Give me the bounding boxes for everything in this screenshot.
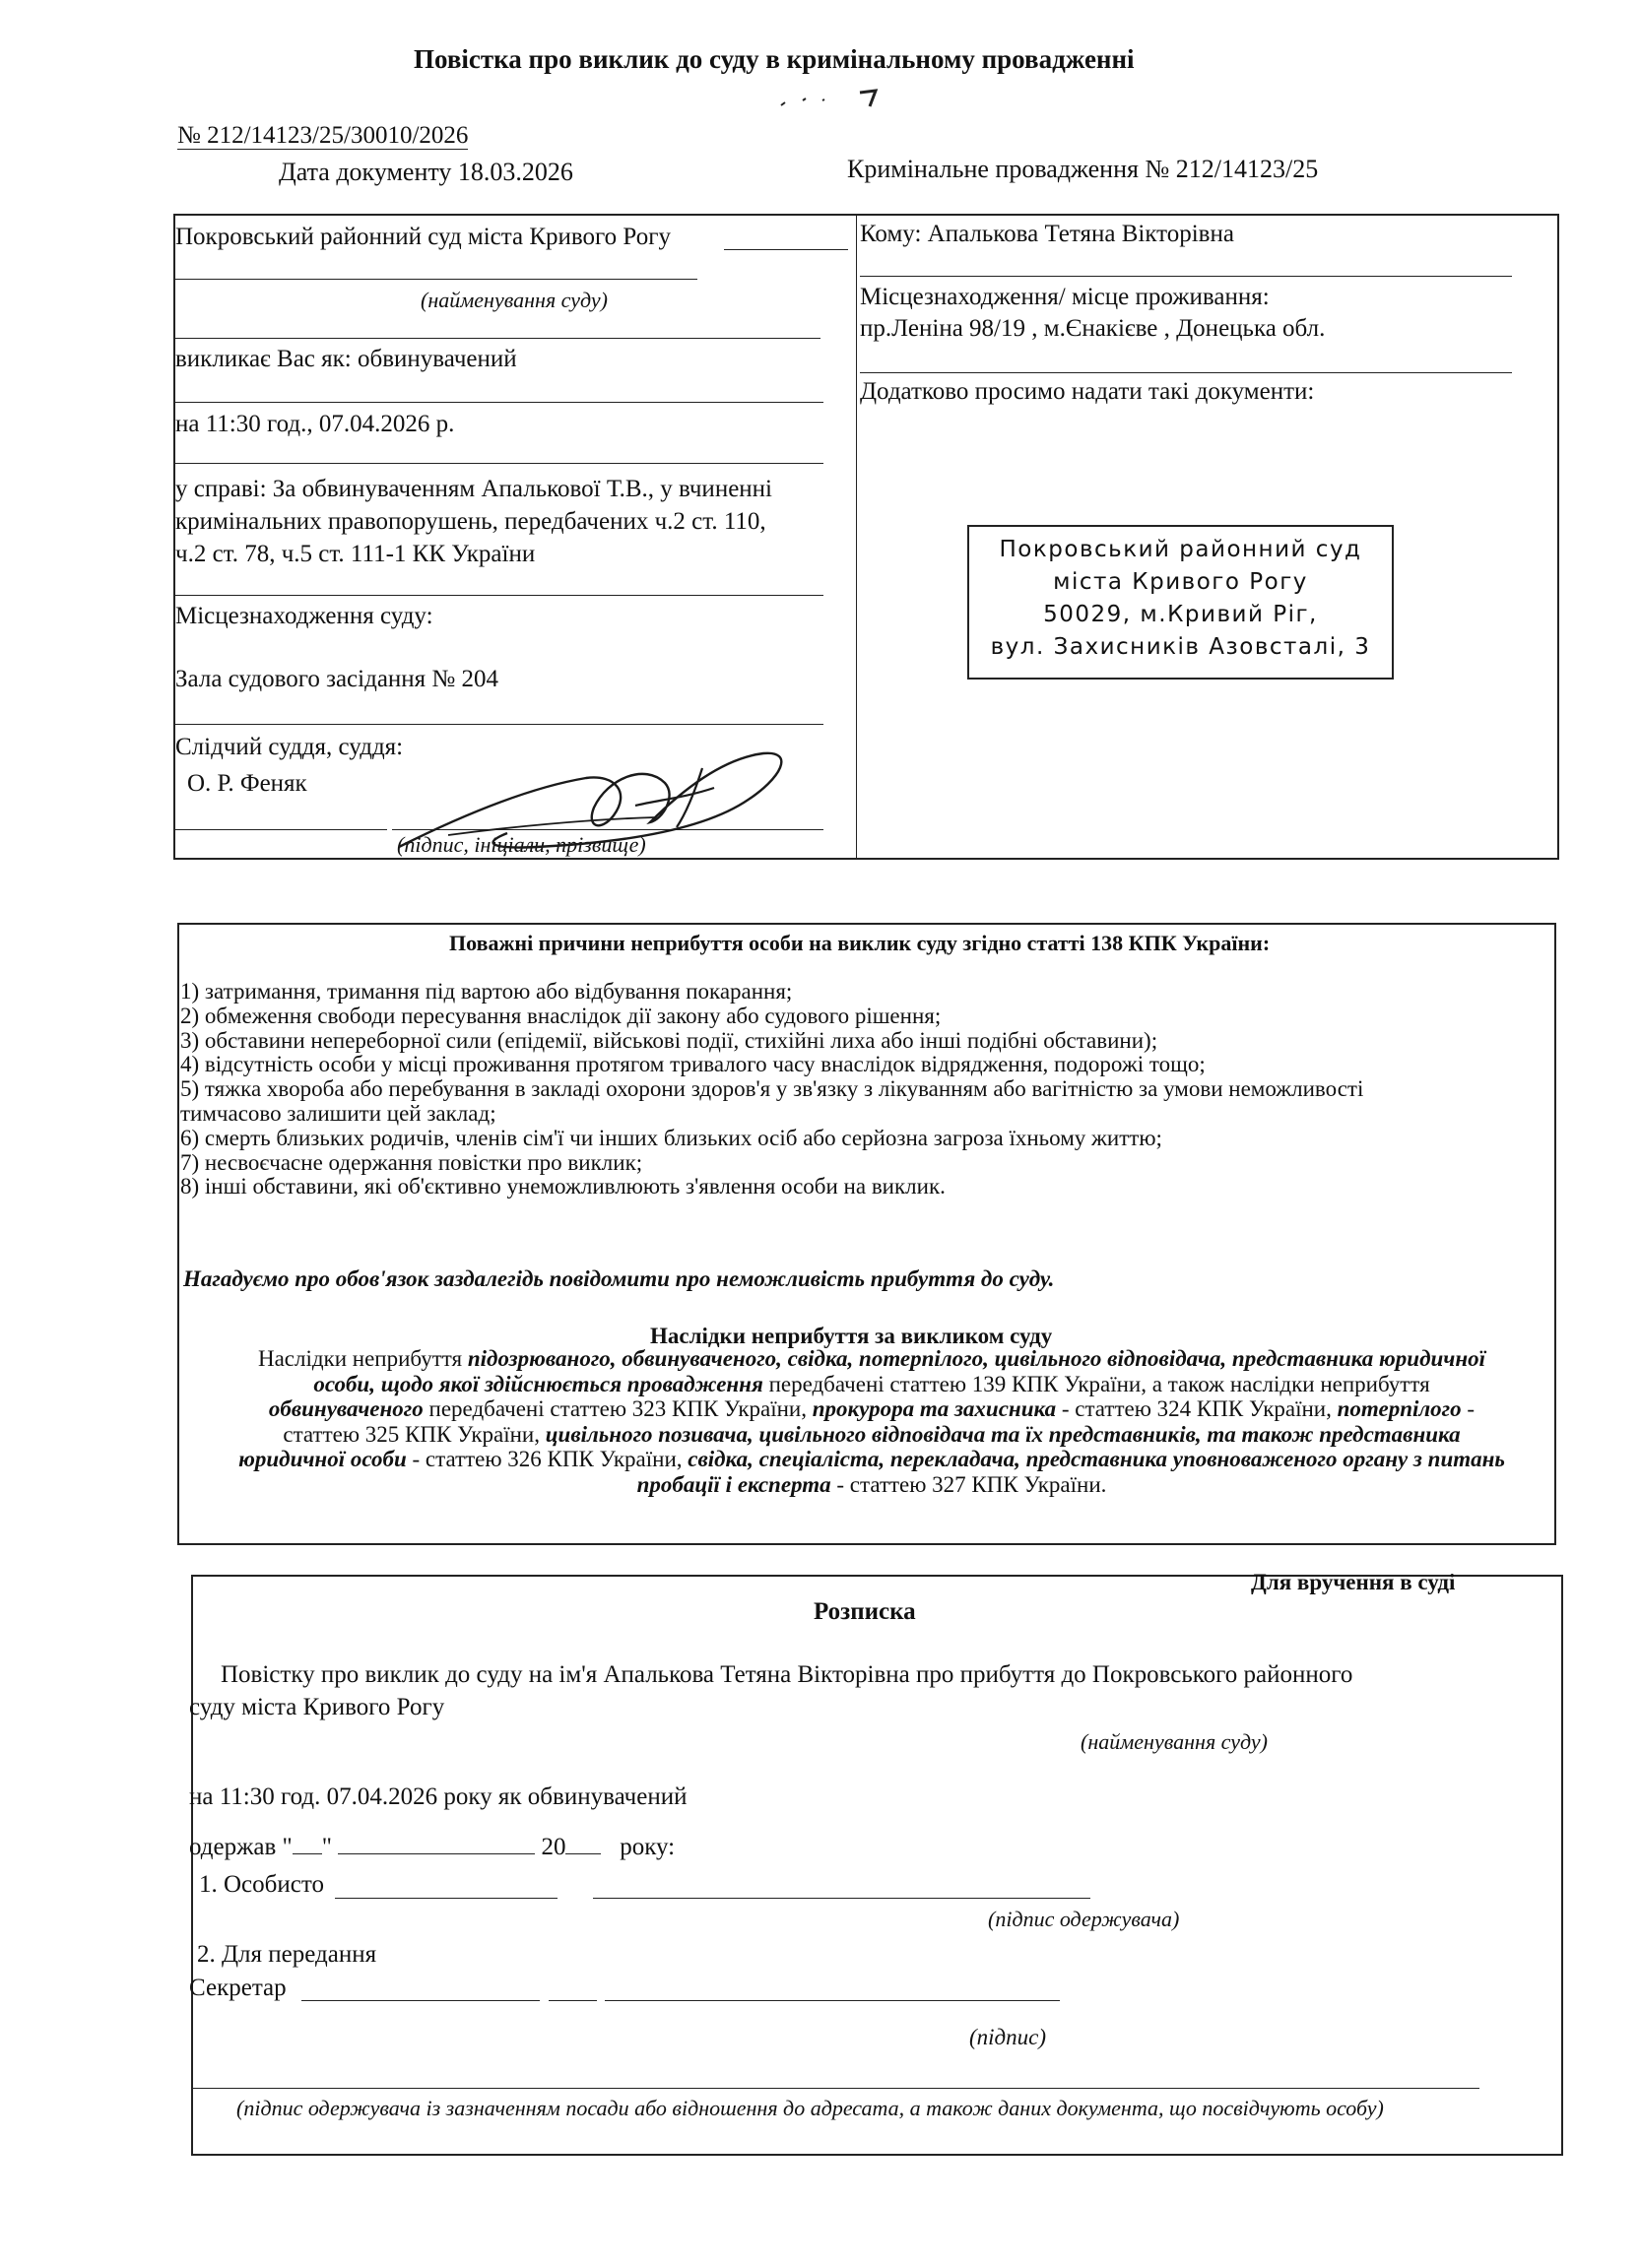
residence-label: Місцезнаходження/ місце проживання: <box>860 284 1270 310</box>
signature-caption: (підпис, ініціали, прізвище) <box>397 832 646 857</box>
received-suffix: року: <box>620 1834 676 1860</box>
received-month-blank <box>338 1832 535 1854</box>
consequences-text-part: особи, щодо якої здійснюється провадження <box>313 1371 763 1396</box>
receipt-datetime-line: на 11:30 год. 07.04.2026 року як обвинувачений <box>189 1783 688 1810</box>
stamp-line: міста Кривого Рогу <box>1053 569 1308 595</box>
personally-line <box>593 1898 1090 1899</box>
reason-item: 2) обмеження свободи пересування внаслідок дії закону або судового рішення; <box>180 1003 942 1028</box>
consequences-text-part: Наслідки неприбуття <box>257 1346 468 1371</box>
judge-signature <box>389 709 803 857</box>
consequences-text-part: обвинуваченого <box>268 1396 424 1421</box>
document-number: № 212/14123/25/30010/2026 <box>177 122 469 149</box>
reasons-list <box>180 980 1549 1199</box>
received-prefix: одержав " <box>189 1834 293 1860</box>
reason-item: 1) затримання, тримання під вартою або відбування покарання; <box>180 979 793 1004</box>
summons-as: викликає Вас як: обвинувачений <box>175 346 517 372</box>
column-divider <box>856 214 857 860</box>
court-name-line <box>175 279 697 280</box>
reason-item: тимчасово залишити цей заклад; <box>180 1100 496 1126</box>
consequences-text-part: прокурора та захисника <box>812 1396 1057 1421</box>
reminder: Нагадуємо про обов'язок заздалегідь повідомити про неможливість прибуття до суду. <box>183 1266 1055 1291</box>
received-year-prefix: 20 <box>541 1834 566 1860</box>
receipt-court-caption: (найменування суду) <box>1081 1729 1268 1754</box>
reason-item: 8) інші обставини, які об'єктивно унеможливлюють з'явлення особи на виклик. <box>180 1174 946 1199</box>
courtroom: Зала судового засідання № 204 <box>175 666 499 692</box>
consequences-text-part: статтею 325 КПК України, <box>283 1421 546 1447</box>
reason-item: 4) відсутність особи у місці проживання протягом тривалого часу внаслідок відрядження, подорожі тощо; <box>180 1052 1206 1077</box>
judge-label: Слідчий суддя, суддя: <box>175 734 404 760</box>
recipient-signature-caption: (підпис одержувача) <box>988 1907 1180 1931</box>
field-line <box>175 595 823 596</box>
consequences-text-part: передбачені статтею 323 КПК України, <box>423 1396 813 1421</box>
received-line <box>189 1832 675 1861</box>
consequences-text-part: пробації і експерта <box>636 1471 831 1497</box>
hearing-datetime: на 11:30 год., 07.04.2026 р. <box>175 411 455 437</box>
court-name: Покровський районний суд міста Кривого Рогу <box>175 224 671 250</box>
documents-label: Додатково просимо надати такі документи: <box>860 378 1315 405</box>
reason-item: 7) несвоєчасне одержання повістки про виклик; <box>180 1149 643 1175</box>
consequences-text-part: - <box>1461 1396 1476 1421</box>
secretary-line <box>605 2000 1060 2001</box>
signature-caption: (підпис) <box>969 2025 1047 2049</box>
personally-label: 1. Особисто <box>199 1871 324 1898</box>
reason-item: 6) смерть близьких родичів, членів сім'ї чи інших близьких осіб або серйозна загроза їхньому життю; <box>180 1125 1162 1150</box>
receipt-line: суду міста Кривого Рогу <box>189 1694 445 1720</box>
reasons-title: Поважні причини неприбуття особи на виклик суду згідно статті 138 КПК України: <box>449 931 1271 955</box>
bottom-caption: (підпис одержувача із зазначенням посади або відношення до адресата, а також даних документа, що посвідчують особу) <box>236 2096 1384 2120</box>
secretary-label: Секретар <box>189 1975 287 2001</box>
consequences-text-part: юридичної особи <box>238 1447 407 1471</box>
judge-name: О. Р. Феняк <box>187 770 307 797</box>
stamp-line: 50029, м.Кривий Ріг, <box>1043 602 1318 627</box>
received-day-blank <box>293 1832 322 1854</box>
case-reference: Кримінальне провадження № 212/14123/25 <box>847 155 1319 183</box>
receipt-line: Повістку про виклик до суду на ім'я Апалькова Тетяна Вікторівна про прибуття до Покровського районного <box>221 1661 1353 1688</box>
transfer-label: 2. Для передання <box>197 1941 377 1968</box>
secretary-line <box>549 2000 597 2001</box>
court-stamp <box>967 525 1394 680</box>
secretary-line <box>301 2000 540 2001</box>
stamp-line: Покровський районний суд <box>999 537 1362 562</box>
field-line <box>175 402 823 403</box>
field-line <box>860 276 1512 277</box>
consequences-text-part: передбачені статтею 139 КПК України, а також наслідки неприбуття <box>762 1371 1430 1396</box>
reason-item: 5) тяжка хвороба або перебування в закладі охорони здоров'я у зв'язку з лікуванням або вагітністю за умови неможливості <box>180 1076 1364 1102</box>
consequences-text-part: потерпілого <box>1337 1396 1462 1421</box>
consequences-text-part: свідка, спеціаліста, перекладача, представника уповноваженого органу з питань <box>688 1447 1505 1471</box>
court-caption: (найменування суду) <box>421 288 608 312</box>
consequences-title: Наслідки неприбуття за викликом суду <box>650 1324 1053 1348</box>
field-line <box>175 463 823 464</box>
consequences-text <box>187 1346 1556 1497</box>
received-year-blank <box>565 1832 601 1854</box>
bottom-signature-line <box>193 2088 1479 2089</box>
personally-line <box>335 1898 558 1899</box>
case-line: у справі: За обвинуваченням Апалькової Т.В., у вчиненні <box>175 476 772 502</box>
field-line <box>175 338 820 339</box>
received-quote: " <box>321 1834 332 1860</box>
court-name-underline <box>724 249 848 250</box>
consequences-text-part: - статтею 326 КПК України, <box>406 1447 689 1471</box>
case-line: ч.2 ст. 78, ч.5 ст. 111-1 КК України <box>175 541 536 567</box>
case-line: кримінальних правопорушень, передбачених ч.2 ст. 110, <box>175 508 766 535</box>
case-description <box>175 473 772 570</box>
receipt-title: Розписка <box>814 1598 916 1625</box>
residence-address: пр.Леніна 98/19 , м.Єнакієве , Донецька обл. <box>860 315 1326 342</box>
consequences-text-part: цивільного позивача, цивільного відповідача та їх представників, та також представника <box>545 1421 1461 1447</box>
consequences-text-part: підозрюваного, обвинуваченого, свідка, потерпілого, цивільного відповідача, представника юридичної <box>467 1346 1486 1371</box>
consequences-text-part: - статтею 324 КПК України, <box>1056 1396 1338 1421</box>
reason-item: 3) обставини непереборної сили (епідемії, військові події, стихійні лиха або інші подібні обставини); <box>180 1027 1158 1053</box>
field-line <box>860 372 1512 373</box>
signature-line <box>175 829 387 830</box>
court-location-label: Місцезнаходження суду: <box>175 603 433 629</box>
stamp-line: вул. Захисників Азовсталі, 3 <box>990 634 1371 660</box>
consequences-text-part: - статтею 327 КПК України. <box>830 1471 1107 1497</box>
page-title: Повістка про виклик до суду в кримінальному провадженні <box>414 44 1135 74</box>
scribble-mark <box>773 81 891 120</box>
for-court-label: Для вручення в суді <box>1251 1570 1456 1594</box>
document-date: Дата документу 18.03.2026 <box>279 158 573 186</box>
recipient: Кому: Апалькова Тетяна Вікторівна <box>860 221 1234 247</box>
